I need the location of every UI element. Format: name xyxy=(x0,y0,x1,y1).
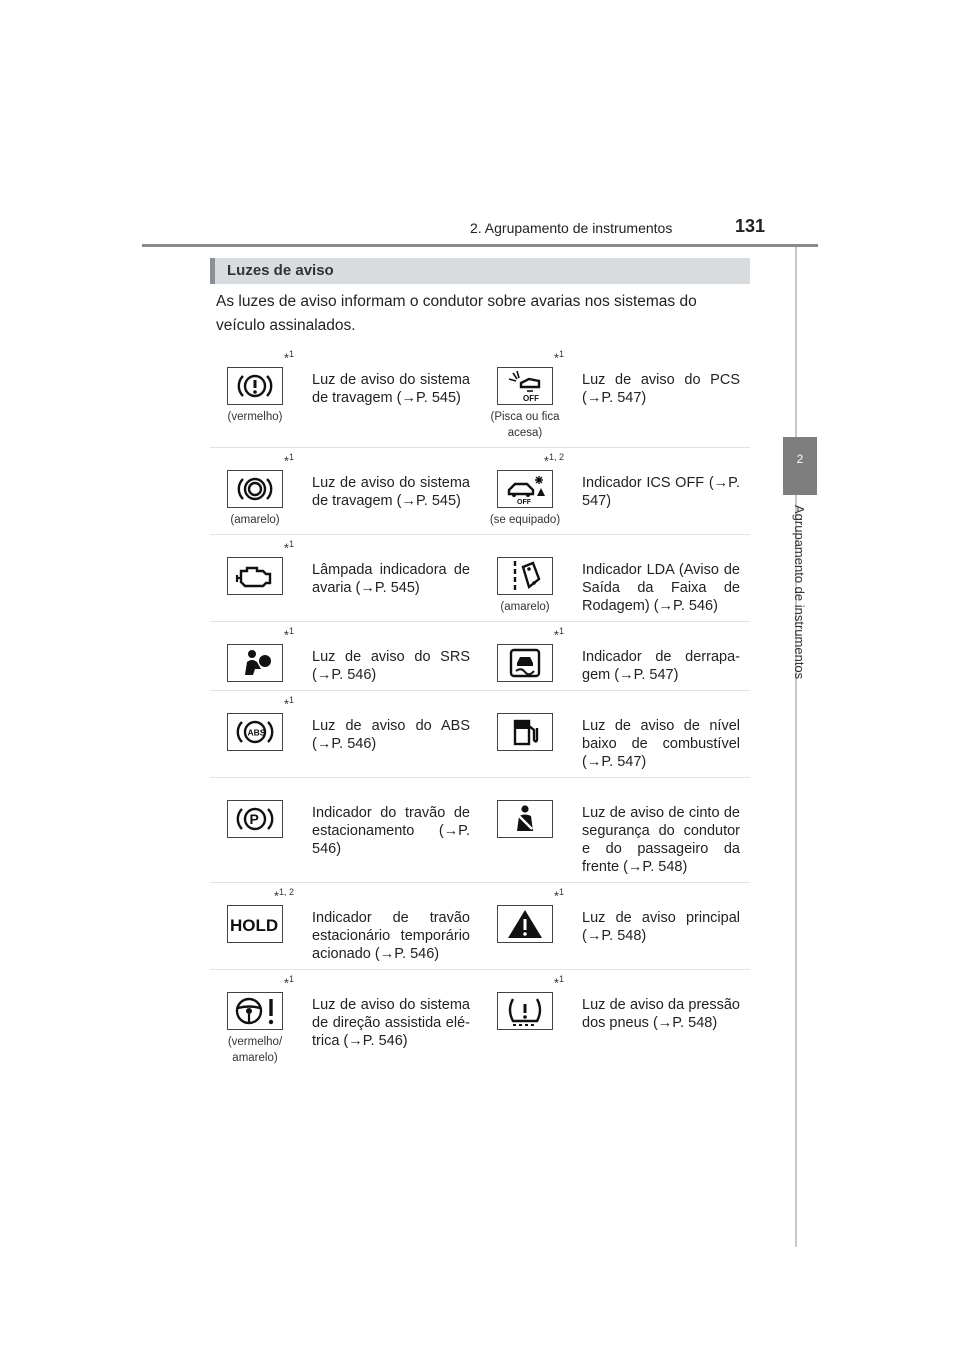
warning-light-entry xyxy=(210,778,480,882)
icon-note: (amarelo) xyxy=(230,514,280,526)
icon-column xyxy=(480,970,570,1072)
icon-note: (se equipado) xyxy=(489,514,561,526)
brake-warning-amber-icon xyxy=(227,470,283,508)
warning-light-description: Luz de aviso do ABS (→P. 546) xyxy=(312,718,470,752)
table-row xyxy=(210,882,750,969)
power-steering-icon xyxy=(227,992,283,1030)
icon-column xyxy=(480,622,570,690)
icon-note: (amarelo) xyxy=(500,601,550,613)
warning-light-description: Luz de aviso da pressão dos pneus (→P. 548) xyxy=(582,997,740,1031)
fuel-level-icon xyxy=(497,713,553,751)
parking-brake-icon xyxy=(227,800,283,838)
chapter-title: Agrupamento de instrumentos xyxy=(792,505,807,680)
skid-indicator-icon xyxy=(497,644,553,682)
icon-column xyxy=(480,448,570,534)
icon-column xyxy=(210,448,300,534)
table-row xyxy=(210,777,750,882)
warning-light-entry xyxy=(480,535,750,621)
pcs-warning-icon xyxy=(497,367,553,405)
footnote-mark: *$^1$ xyxy=(283,349,294,366)
warning-light-description: Luz de aviso principal (→P. 548) xyxy=(582,910,740,944)
table-row xyxy=(210,534,750,621)
warning-light-description: Luz de aviso de cinto de segurança do condutor e do passageiro da frente (→P. 548) xyxy=(582,805,740,875)
hold-icon xyxy=(227,905,283,943)
running-header-section: 2. Agrupamento de instrumentos xyxy=(470,220,673,236)
footnote-mark: *$^1$ xyxy=(553,887,564,904)
warning-light-description: Indicador do travão de estacionamento (→P. 546) xyxy=(312,805,470,857)
warning-light-entry xyxy=(480,970,750,1072)
warning-light-entry xyxy=(210,883,480,969)
warning-light-description: Luz de aviso de nível baixo de combustível (→P. 547) xyxy=(582,718,740,770)
icon-column xyxy=(210,883,300,969)
svg-text:OFF: OFF xyxy=(517,499,531,506)
side-rule xyxy=(795,247,797,1247)
abs-icon xyxy=(227,713,283,751)
warning-light-description: Luz de aviso do SRS (→P. 546) xyxy=(312,649,470,683)
icon-column xyxy=(480,535,570,621)
chapter-number: 2 xyxy=(796,452,804,466)
icon-column xyxy=(480,883,570,969)
header-rule xyxy=(142,244,818,247)
footnote-mark: *$^{1, 2}$ xyxy=(543,452,564,469)
warning-light-description: Luz de aviso do sistema de direção assistida elé-trica (→P. 546) xyxy=(312,997,470,1049)
icon-column xyxy=(480,778,570,882)
section-title: Luzes de aviso xyxy=(227,262,334,279)
lda-icon xyxy=(497,557,553,595)
svg-text:HOLD: HOLD xyxy=(230,916,279,935)
table-row xyxy=(210,690,750,777)
warning-light-entry xyxy=(480,691,750,777)
warning-light-description: Indicador de travão estacionário temporário acionado (→P. 546) xyxy=(312,910,470,962)
icon-column xyxy=(210,778,300,882)
svg-text:OFF: OFF xyxy=(523,394,539,403)
warning-light-entry xyxy=(480,448,750,534)
warning-light-entry xyxy=(480,778,750,882)
warning-light-description: Luz de aviso do sistema de travagem (→P. 545) xyxy=(312,372,470,406)
icon-column xyxy=(480,691,570,777)
warning-light-description: Lâmpada indicadora de avaria (→P. 545) xyxy=(312,562,470,596)
icon-column xyxy=(210,691,300,777)
footnote-mark: *$^1$ xyxy=(553,974,564,991)
svg-text:ABS: ABS xyxy=(247,727,266,738)
footnote-mark: *$^1$ xyxy=(553,626,564,643)
section-intro: As luzes de aviso informam o condutor sobre avarias nos sistemas do veículo assinalados. xyxy=(216,293,697,334)
warning-light-entry xyxy=(210,622,480,690)
table-row xyxy=(210,621,750,690)
warning-light-description: Indicador LDA (Aviso de Saída da Faixa de Rodagem) (→P. 546) xyxy=(582,562,740,614)
section-heading-bar xyxy=(210,258,750,284)
footnote-mark: *$^1$ xyxy=(283,974,294,991)
icon-column xyxy=(480,345,570,447)
icon-column xyxy=(210,970,300,1072)
tire-pressure-icon xyxy=(497,992,553,1030)
warning-light-entry xyxy=(210,448,480,534)
warning-lights-table xyxy=(210,345,750,1072)
footnote-mark: *$^1$ xyxy=(283,452,294,469)
icon-column xyxy=(210,345,300,447)
warning-light-description: Luz de aviso do PCS (→P. 547) xyxy=(582,372,740,406)
footnote-mark: *$^1$ xyxy=(553,349,564,366)
footnote-mark: *$^1$ xyxy=(283,539,294,556)
warning-light-description: Indicador de derrapa-gem (→P. 547) xyxy=(582,649,740,683)
icon-column xyxy=(210,535,300,621)
page-number: 131 xyxy=(735,216,766,236)
icon-note: (vermelho) xyxy=(227,411,283,423)
warning-light-entry xyxy=(210,970,480,1072)
svg-text:P: P xyxy=(249,811,259,827)
footnote-mark: *$^1$ xyxy=(283,695,294,712)
warning-light-description: Indicador ICS OFF (→P. 547) xyxy=(582,475,740,509)
brake-warning-icon xyxy=(227,367,283,405)
table-row xyxy=(210,345,750,447)
warning-light-entry xyxy=(480,883,750,969)
icon-note: (Pisca ou fica acesa) xyxy=(490,411,560,439)
chapter-tab xyxy=(783,437,817,495)
footnote-mark: *$^1$ xyxy=(283,626,294,643)
icon-note: (vermelho/ amarelo) xyxy=(227,1036,283,1064)
warning-light-entry xyxy=(480,345,750,447)
ics-off-icon xyxy=(497,470,553,508)
table-row xyxy=(210,447,750,534)
warning-light-description: Luz de aviso do sistema de travagem (→P. 545) xyxy=(312,475,470,509)
seatbelt-icon xyxy=(497,800,553,838)
warning-light-entry xyxy=(480,622,750,690)
warning-light-entry xyxy=(210,691,480,777)
icon-column xyxy=(210,622,300,690)
warning-light-entry xyxy=(210,345,480,447)
master-warning-icon xyxy=(497,905,553,943)
srs-airbag-icon xyxy=(227,644,283,682)
warning-light-entry xyxy=(210,535,480,621)
engine-check-icon xyxy=(227,557,283,595)
table-row xyxy=(210,969,750,1072)
footnote-mark: *$^{1, 2}$ xyxy=(273,887,294,904)
